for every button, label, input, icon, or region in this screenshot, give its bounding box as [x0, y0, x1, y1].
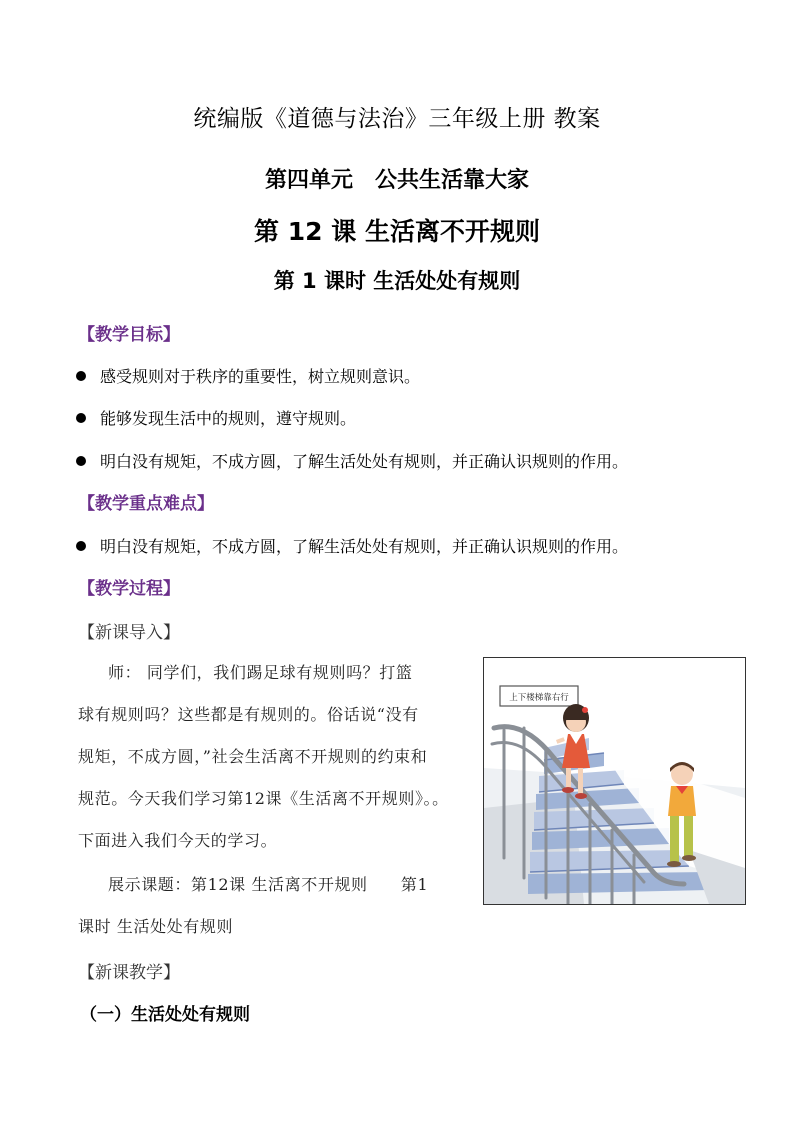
objective-item — [76, 406, 356, 429]
key-point-text: 明白没有规矩，不成方圆，了解生活处处有规则，并正确认识规则的作用。 — [100, 537, 629, 556]
bullet-icon — [76, 371, 86, 381]
objective-item — [76, 449, 628, 472]
part-title: （一）生活处处有规则 — [80, 1005, 250, 1025]
sign-board — [500, 686, 578, 706]
intro-line: 规矩，不成方圆，”社会生活离不开规则的约束和 — [78, 747, 428, 766]
objective-item — [76, 364, 420, 387]
teach-heading: 【新课教学】 — [78, 963, 180, 983]
lesson-title: 第 12 课 生活离不开规则 — [254, 217, 540, 246]
bullet-icon — [76, 541, 86, 551]
show-topic-line: 课时 生活处处有规则 — [78, 917, 234, 936]
document-title: 统编版《道德与法治》三年级上册 教案 — [193, 106, 601, 132]
key-points-heading: 【教学重点难点】 — [78, 494, 214, 514]
sign-text: 上下楼梯靠右行 — [509, 693, 569, 703]
intro-heading: 【新课导入】 — [78, 623, 180, 643]
period-title: 第 1 课时 生活处处有规则 — [273, 269, 521, 293]
bullet-icon — [76, 456, 86, 466]
process-heading: 【教学过程】 — [78, 579, 180, 599]
intro-line: 下面进入我们今天的学习。 — [78, 831, 278, 850]
objectives-heading: 【教学目标】 — [78, 325, 180, 345]
intro-line: 球有规则吗？这些都是有规则的。俗话说“没有 — [78, 705, 419, 724]
objective-text: 能够发现生活中的规则，遵守规则。 — [100, 409, 357, 428]
stairs-scene — [484, 658, 745, 904]
bullet-icon — [76, 413, 86, 423]
stairs-illustration — [483, 657, 746, 905]
unit-title: 第四单元 公共生活靠大家 — [264, 168, 529, 193]
objective-text: 明白没有规矩，不成方圆，了解生活处处有规则，并正确认识规则的作用。 — [100, 452, 629, 471]
intro-line: 师： 同学们，我们踢足球有规则吗？打篮 — [108, 663, 413, 682]
intro-line: 规范。今天我们学习第12课《生活离不开规则》。。 — [78, 789, 449, 808]
show-topic-line: 展示课题：第12课 生活离不开规则 第1 — [108, 875, 429, 894]
key-point-item — [76, 534, 628, 557]
objective-text: 感受规则对于秩序的重要性，树立规则意识。 — [100, 367, 421, 386]
